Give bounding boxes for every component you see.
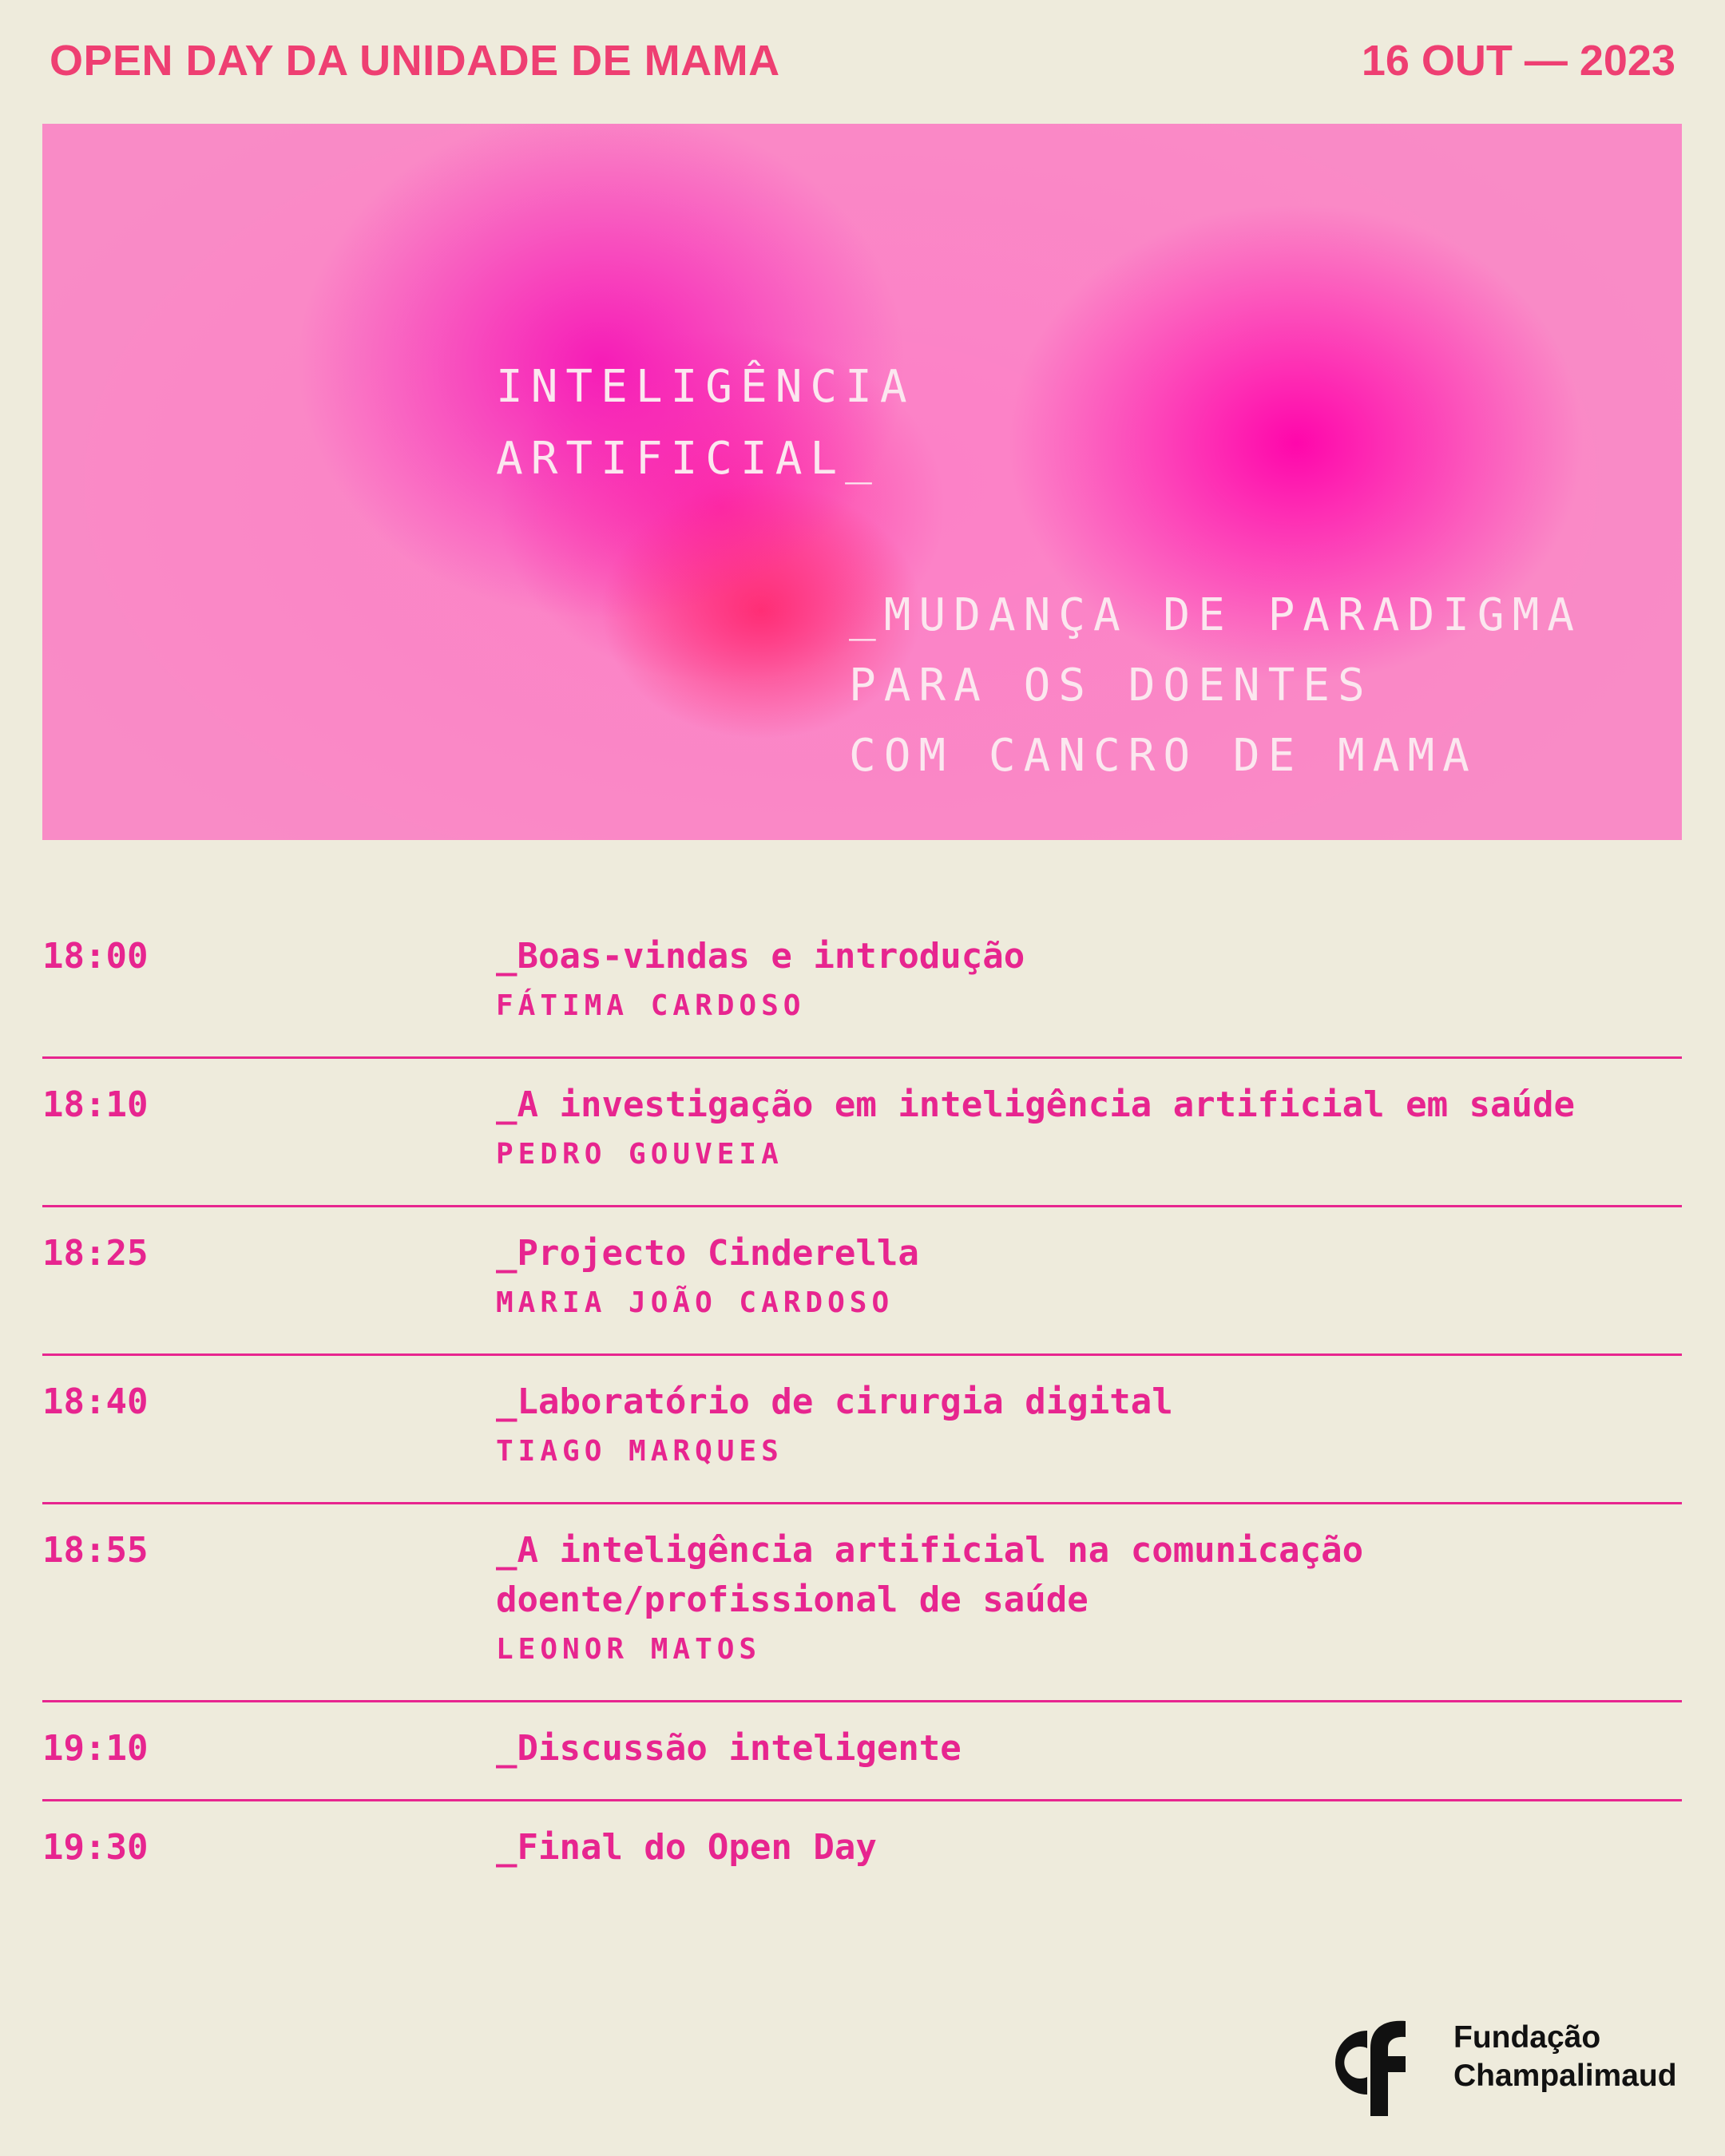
schedule-row <box>42 1801 1682 1898</box>
talk-title: _A investigação em inteligência artificial em saúde <box>496 1084 1576 1125</box>
schedule-row <box>42 1702 1682 1801</box>
schedule-row <box>42 1207 1682 1356</box>
talk-title: _Laboratório de cirurgia digital <box>496 1381 1173 1422</box>
talk-title: _Boas-vindas e introdução <box>496 936 1025 977</box>
champalimaud-logo-icon <box>1318 2016 1422 2116</box>
speaker-name: LEONOR MATOS <box>496 1633 762 1666</box>
talk-title: _Projecto Cinderella <box>496 1233 919 1274</box>
schedule-time: 18:25 <box>42 1233 149 1274</box>
speaker-name: PEDRO GOUVEIA <box>496 1138 783 1171</box>
hero-subtitle-line3: COM CANCRO DE MAMA <box>849 730 1477 782</box>
talk-title-line1: _A inteligência artificial na comunicação <box>496 1530 1364 1571</box>
hero-title-line1: INTELIGÊNCIA <box>496 361 915 413</box>
speaker-name: FÁTIMA CARDOSO <box>496 989 806 1022</box>
hero-title <box>496 351 915 495</box>
hero-subtitle-line2: PARA OS DOENTES <box>849 660 1373 711</box>
organization-name <box>1453 2019 1677 2095</box>
organization-name-line1: Fundação <box>1453 2020 1601 2055</box>
hero-subtitle <box>849 581 1582 791</box>
schedule-time: 18:00 <box>42 936 149 977</box>
schedule-row <box>42 1504 1682 1702</box>
schedule-time: 19:30 <box>42 1827 149 1868</box>
hero-title-line2: ARTIFICIAL_ <box>496 433 880 485</box>
hero-banner <box>42 124 1682 840</box>
schedule-row <box>42 1356 1682 1504</box>
hero-subtitle-line1: _MUDANÇA DE PARADIGMA <box>849 589 1583 641</box>
event-title: OPEN DAY DA UNIDADE DE MAMA <box>50 37 780 85</box>
talk-title: _Discussão inteligente <box>496 1728 962 1769</box>
schedule-time: 18:40 <box>42 1381 149 1422</box>
talk-title: _Final do Open Day <box>496 1827 877 1868</box>
schedule-list <box>42 910 1682 1898</box>
talk-title-line2: doente/profissional de saúde <box>496 1579 1089 1620</box>
schedule-row <box>42 910 1682 1059</box>
speaker-name: MARIA JOÃO CARDOSO <box>496 1286 894 1319</box>
schedule-row <box>42 1059 1682 1207</box>
schedule-time: 18:10 <box>42 1084 149 1125</box>
speaker-name: TIAGO MARQUES <box>496 1435 783 1468</box>
event-date: 16 OUT — 2023 <box>1361 37 1675 85</box>
organization-name-line2: Champalimaud <box>1453 2059 1677 2093</box>
schedule-time: 18:55 <box>42 1530 149 1571</box>
schedule-time: 19:10 <box>42 1728 149 1769</box>
